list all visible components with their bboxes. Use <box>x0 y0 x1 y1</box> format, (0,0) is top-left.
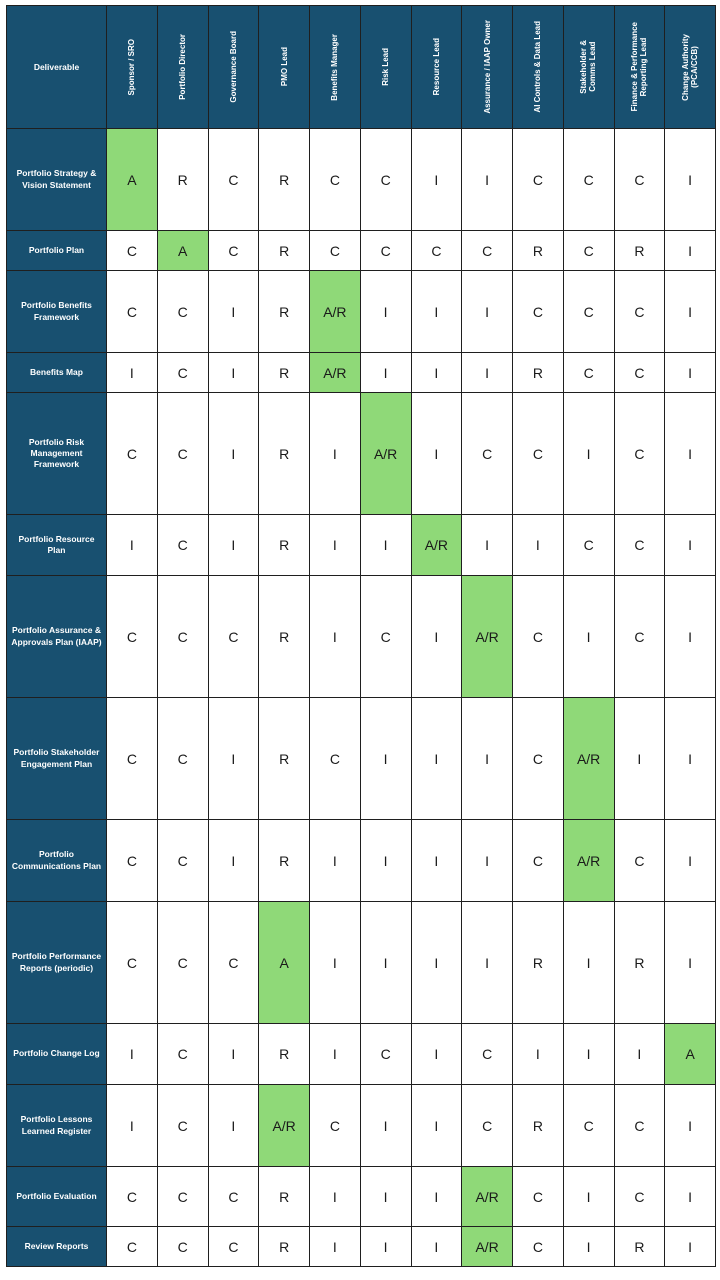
raci-cell: I <box>563 1167 614 1227</box>
table-row <box>7 1085 716 1167</box>
role-header-label: Resource Lead <box>431 38 441 96</box>
table-row <box>7 271 716 353</box>
raci-cell: A/R <box>563 820 614 902</box>
raci-cell: C <box>208 231 259 271</box>
role-header-label: Finance & Performance Reporting Lead <box>630 22 649 112</box>
raci-cell: I <box>310 393 361 515</box>
raci-cell: A <box>665 1024 716 1085</box>
role-header-label: Sponsor / SRO <box>127 38 137 96</box>
raci-cell: A <box>107 129 158 231</box>
raci-cell: C <box>563 129 614 231</box>
raci-cell: C <box>614 353 665 393</box>
raci-cell: R <box>259 515 310 576</box>
raci-cell: I <box>411 1085 462 1167</box>
raci-cell: A/R <box>310 353 361 393</box>
raci-cell: I <box>107 515 158 576</box>
deliverable-name: Benefits Map <box>7 353 107 393</box>
deliverable-header: Deliverable <box>7 6 107 129</box>
raci-cell: C <box>310 231 361 271</box>
raci-cell: C <box>310 129 361 231</box>
raci-cell: I <box>665 1085 716 1167</box>
raci-cell: I <box>208 698 259 820</box>
raci-cell: C <box>563 515 614 576</box>
role-header <box>259 6 310 129</box>
raci-cell: I <box>107 1024 158 1085</box>
raci-cell: C <box>107 902 158 1024</box>
raci-cell: R <box>513 231 564 271</box>
raci-cell: I <box>360 1085 411 1167</box>
table-row <box>7 515 716 576</box>
raci-table <box>6 5 716 1267</box>
deliverable-name: Portfolio Benefits Framework <box>7 271 107 353</box>
table-row <box>7 698 716 820</box>
raci-cell: A/R <box>462 576 513 698</box>
raci-cell: I <box>614 698 665 820</box>
raci-cell: I <box>462 698 513 820</box>
role-header-label: AI Controls & Data Lead <box>533 21 543 113</box>
role-header <box>310 6 361 129</box>
raci-cell: C <box>411 231 462 271</box>
raci-cell: I <box>411 1024 462 1085</box>
raci-cell: I <box>614 1024 665 1085</box>
raci-cell: I <box>107 353 158 393</box>
raci-cell: C <box>208 129 259 231</box>
raci-cell: C <box>614 820 665 902</box>
raci-cell: C <box>563 271 614 353</box>
raci-cell: A/R <box>462 1227 513 1267</box>
raci-cell: C <box>157 820 208 902</box>
raci-cell: R <box>259 820 310 902</box>
role-header <box>563 6 614 129</box>
role-header-label: Portfolio Director <box>178 34 188 100</box>
raci-cell: C <box>157 353 208 393</box>
raci-cell: C <box>513 271 564 353</box>
role-header <box>107 6 158 129</box>
raci-cell: I <box>665 576 716 698</box>
raci-cell: C <box>563 231 614 271</box>
raci-cell: C <box>360 1024 411 1085</box>
raci-cell: C <box>157 1085 208 1167</box>
table-row <box>7 353 716 393</box>
raci-cell: I <box>208 1085 259 1167</box>
raci-cell: C <box>107 1167 158 1227</box>
raci-cell: C <box>360 231 411 271</box>
raci-cell: A <box>259 902 310 1024</box>
deliverable-name: Portfolio Resource Plan <box>7 515 107 576</box>
deliverable-name: Portfolio Strategy & Vision Statement <box>7 129 107 231</box>
raci-cell: I <box>563 1227 614 1267</box>
raci-cell: I <box>360 1227 411 1267</box>
raci-cell: C <box>310 698 361 820</box>
raci-cell: A <box>157 231 208 271</box>
table-row <box>7 902 716 1024</box>
raci-cell: I <box>665 271 716 353</box>
raci-cell: I <box>462 820 513 902</box>
raci-cell: R <box>259 576 310 698</box>
raci-cell: C <box>157 515 208 576</box>
role-header <box>157 6 208 129</box>
raci-cell: I <box>513 1024 564 1085</box>
raci-cell: I <box>208 820 259 902</box>
raci-cell: C <box>513 576 564 698</box>
raci-cell: I <box>513 515 564 576</box>
raci-cell: I <box>665 820 716 902</box>
raci-cell: C <box>462 393 513 515</box>
raci-cell: R <box>259 231 310 271</box>
deliverable-name: Portfolio Evaluation <box>7 1167 107 1227</box>
role-header <box>614 6 665 129</box>
raci-cell: C <box>107 576 158 698</box>
deliverable-name: Portfolio Stakeholder Engagement Plan <box>7 698 107 820</box>
raci-cell: C <box>157 698 208 820</box>
raci-cell: A/R <box>462 1167 513 1227</box>
role-header <box>462 6 513 129</box>
raci-cell: R <box>259 1024 310 1085</box>
raci-cell: I <box>411 1167 462 1227</box>
raci-cell: I <box>360 1167 411 1227</box>
raci-cell: C <box>462 1024 513 1085</box>
raci-cell: C <box>513 1167 564 1227</box>
table-row <box>7 1227 716 1267</box>
raci-cell: C <box>208 576 259 698</box>
raci-cell: A/R <box>360 393 411 515</box>
table-row <box>7 231 716 271</box>
raci-cell: I <box>411 698 462 820</box>
raci-cell: I <box>462 515 513 576</box>
deliverable-name: Portfolio Change Log <box>7 1024 107 1085</box>
raci-cell: C <box>513 1227 564 1267</box>
raci-cell: R <box>259 353 310 393</box>
raci-matrix <box>6 5 716 1267</box>
raci-cell: C <box>614 515 665 576</box>
role-header <box>360 6 411 129</box>
raci-cell: C <box>360 129 411 231</box>
raci-cell: C <box>614 129 665 231</box>
raci-cell: I <box>310 1024 361 1085</box>
raci-cell: R <box>157 129 208 231</box>
raci-cell: I <box>411 393 462 515</box>
raci-cell: I <box>665 1167 716 1227</box>
raci-cell: C <box>614 393 665 515</box>
deliverable-name: Portfolio Lessons Learned Register <box>7 1085 107 1167</box>
raci-cell: C <box>360 576 411 698</box>
raci-cell: I <box>665 393 716 515</box>
raci-cell: I <box>665 129 716 231</box>
raci-cell: I <box>411 353 462 393</box>
raci-cell: C <box>157 1227 208 1267</box>
raci-cell: R <box>259 1227 310 1267</box>
raci-cell: I <box>411 271 462 353</box>
raci-cell: I <box>462 353 513 393</box>
raci-cell: I <box>411 576 462 698</box>
role-header <box>411 6 462 129</box>
raci-cell: I <box>462 902 513 1024</box>
raci-cell: I <box>462 271 513 353</box>
raci-cell: C <box>513 698 564 820</box>
raci-cell: C <box>563 353 614 393</box>
raci-cell: I <box>665 902 716 1024</box>
raci-cell: A/R <box>259 1085 310 1167</box>
raci-cell: C <box>513 393 564 515</box>
table-row <box>7 129 716 231</box>
table-row <box>7 1167 716 1227</box>
role-header-label: Benefits Manager <box>330 33 340 101</box>
raci-cell: I <box>563 902 614 1024</box>
table-row <box>7 820 716 902</box>
raci-cell: I <box>665 515 716 576</box>
raci-cell: C <box>614 1167 665 1227</box>
raci-cell: I <box>360 515 411 576</box>
raci-cell: I <box>563 393 614 515</box>
deliverable-name: Portfolio Plan <box>7 231 107 271</box>
raci-cell: I <box>208 271 259 353</box>
raci-cell: C <box>462 1085 513 1167</box>
raci-cell: I <box>665 231 716 271</box>
matrix-body <box>7 129 716 1267</box>
raci-cell: I <box>665 353 716 393</box>
raci-cell: C <box>513 129 564 231</box>
deliverable-name: Portfolio Communications Plan <box>7 820 107 902</box>
raci-cell: R <box>614 231 665 271</box>
raci-cell: I <box>411 129 462 231</box>
raci-cell: I <box>310 1227 361 1267</box>
raci-cell: I <box>360 698 411 820</box>
raci-cell: C <box>107 231 158 271</box>
role-header-label: PMO Lead <box>279 47 289 87</box>
raci-cell: C <box>107 393 158 515</box>
role-header-label: Governance Board <box>228 31 238 103</box>
raci-cell: I <box>462 129 513 231</box>
raci-cell: C <box>614 271 665 353</box>
raci-cell: C <box>107 698 158 820</box>
raci-cell: R <box>614 902 665 1024</box>
raci-cell: C <box>107 820 158 902</box>
raci-cell: I <box>360 271 411 353</box>
raci-cell: I <box>411 902 462 1024</box>
raci-cell: C <box>157 271 208 353</box>
role-header <box>665 6 716 129</box>
deliverable-name: Review Reports <box>7 1227 107 1267</box>
raci-cell: R <box>513 902 564 1024</box>
raci-cell: I <box>208 515 259 576</box>
header-row <box>7 6 716 129</box>
raci-cell: C <box>208 1167 259 1227</box>
raci-cell: I <box>107 1085 158 1167</box>
raci-cell: I <box>310 1167 361 1227</box>
raci-cell: I <box>208 1024 259 1085</box>
deliverable-name: Portfolio Assurance & Approvals Plan (IAAP) <box>7 576 107 698</box>
raci-cell: C <box>157 1167 208 1227</box>
raci-cell: R <box>614 1227 665 1267</box>
raci-cell: I <box>360 820 411 902</box>
raci-cell: R <box>513 1085 564 1167</box>
role-header-label: Stakeholder & Comms Lead <box>579 40 598 94</box>
table-row <box>7 576 716 698</box>
raci-cell: R <box>513 353 564 393</box>
raci-cell: I <box>208 353 259 393</box>
role-header-label: Risk Lead <box>381 48 391 86</box>
raci-cell: C <box>107 1227 158 1267</box>
raci-cell: I <box>411 820 462 902</box>
raci-cell: R <box>259 129 310 231</box>
raci-cell: I <box>208 393 259 515</box>
raci-cell: R <box>259 271 310 353</box>
raci-cell: C <box>462 231 513 271</box>
raci-cell: I <box>310 515 361 576</box>
raci-cell: I <box>310 576 361 698</box>
raci-cell: C <box>157 902 208 1024</box>
deliverable-name: Portfolio Performance Reports (periodic) <box>7 902 107 1024</box>
raci-cell: C <box>107 271 158 353</box>
role-header <box>208 6 259 129</box>
raci-cell: C <box>513 820 564 902</box>
raci-cell: C <box>614 1085 665 1167</box>
raci-cell: I <box>563 1024 614 1085</box>
raci-cell: C <box>208 1227 259 1267</box>
role-header-label: Assurance / IAAP Owner <box>482 20 492 114</box>
raci-cell: I <box>310 820 361 902</box>
raci-cell: A/R <box>411 515 462 576</box>
raci-cell: C <box>310 1085 361 1167</box>
raci-cell: I <box>411 1227 462 1267</box>
raci-cell: C <box>157 393 208 515</box>
raci-cell: R <box>259 393 310 515</box>
raci-cell: C <box>208 902 259 1024</box>
raci-cell: I <box>563 576 614 698</box>
raci-cell: A/R <box>563 698 614 820</box>
raci-cell: C <box>157 576 208 698</box>
deliverable-name: Portfolio Risk Management Framework <box>7 393 107 515</box>
raci-cell: C <box>563 1085 614 1167</box>
raci-cell: R <box>259 698 310 820</box>
raci-cell: I <box>310 902 361 1024</box>
raci-cell: R <box>259 1167 310 1227</box>
raci-cell: C <box>614 576 665 698</box>
raci-cell: I <box>360 902 411 1024</box>
raci-cell: C <box>157 1024 208 1085</box>
raci-cell: I <box>360 353 411 393</box>
raci-cell: A/R <box>310 271 361 353</box>
role-header-label: Change Authority (PCA/CCB) <box>680 33 700 101</box>
role-header <box>513 6 564 129</box>
raci-cell: I <box>665 698 716 820</box>
raci-cell: I <box>665 1227 716 1267</box>
table-row <box>7 393 716 515</box>
table-row <box>7 1024 716 1085</box>
